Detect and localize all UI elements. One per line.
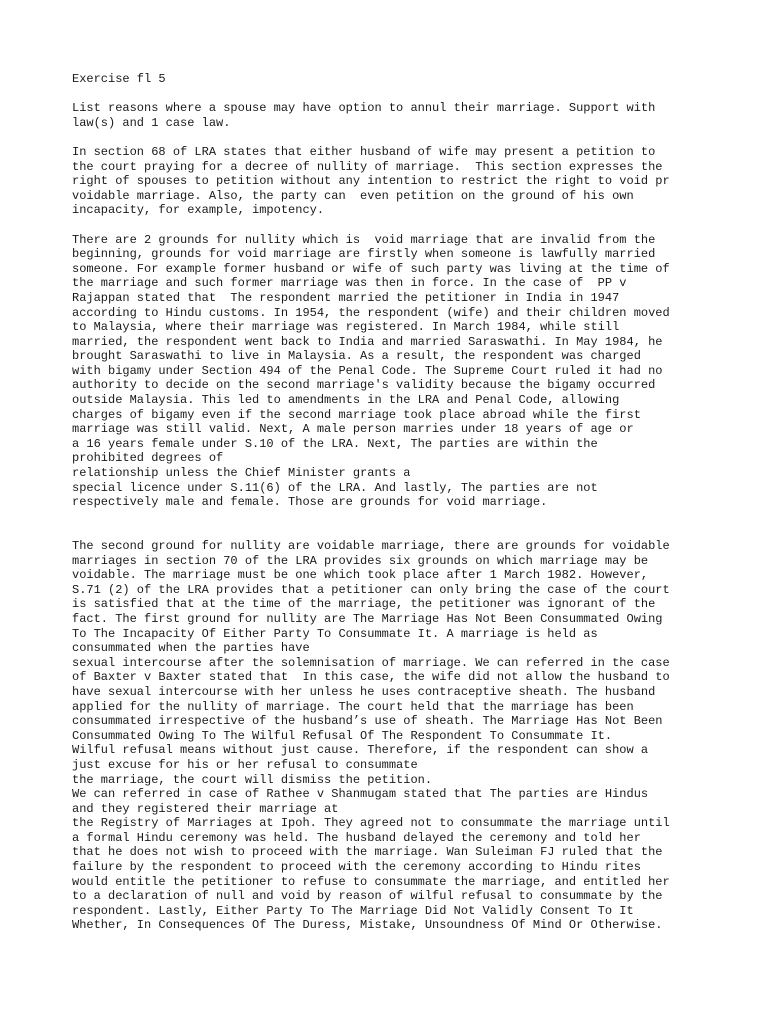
text-line: respondent. Lastly, Either Party To The Marriage Did Not Validly Consent To It <box>72 903 634 918</box>
text-line: law(s) and 1 case law. <box>72 115 231 130</box>
text-line: sexual intercourse after the solemnisation of marriage. We can referred in the case <box>72 655 670 670</box>
question-paragraph <box>72 101 712 130</box>
text-line: special licence under S.11(6) of the LRA. And lastly, The parties are not <box>72 480 598 495</box>
text-line: authority to decide on the second marriage's validity because the bigamy occurred <box>72 378 656 393</box>
text-line: would entitle the petitioner to refuse to consummate the marriage, and entitled her <box>72 874 670 889</box>
spacer <box>72 130 712 145</box>
paragraph-void-marriage <box>72 233 712 510</box>
text-line: prohibited degrees of <box>72 451 224 466</box>
text-line: that he does not wish to proceed with the marriage. Wan Suleiman FJ ruled that the <box>72 845 663 860</box>
text-line: consummated when the parties have <box>72 641 310 656</box>
text-line: Consummated Owing To The Wilful Refusal Of The Respondent To Consummate It. <box>72 728 613 743</box>
spacer <box>72 510 712 539</box>
document-page <box>72 72 712 933</box>
text-line: failure by the respondent to proceed with the ceremony according to Hindu rites <box>72 860 641 875</box>
text-line: Wilful refusal means without just cause. Therefore, if the respondent can show a <box>72 743 649 758</box>
text-line: There are 2 grounds for nullity which is void marriage that are invalid from the <box>72 232 656 247</box>
document-heading: Exercise fl 5 <box>72 72 166 86</box>
text-line: List reasons where a spouse may have option to annul their marriage. Support with <box>72 101 656 116</box>
text-line: consummated irrespective of the husband’s use of sheath. The Marriage Has Not Been <box>72 714 663 729</box>
text-line: just excuse for his or her refusal to consummate <box>72 757 418 772</box>
text-line: married, the respondent went back to India and married Saraswathi. In May 1984, he <box>72 334 663 349</box>
text-line: someone. For example former husband or wife of such party was living at the time of <box>72 261 670 276</box>
text-line: with bigamy under Section 494 of the Penal Code. The Supreme Court ruled it had no <box>72 363 663 378</box>
text-line: To The Incapacity Of Either Party To Consummate It. A marriage is held as <box>72 626 598 641</box>
text-line: the marriage and such former marriage was then in force. In the case of PP v <box>72 276 627 291</box>
text-line: Whether, In Consequences Of The Duress, Mistake, Unsoundness Of Mind Or Otherwise. <box>72 918 663 933</box>
text-line: charges of bigamy even if the second marriage took place abroad while the first <box>72 407 641 422</box>
paragraph-voidable-marriage <box>72 539 712 933</box>
text-line: the court praying for a decree of nullity of marriage. This section expresses the <box>72 159 663 174</box>
spacer <box>72 218 712 233</box>
text-line: the Registry of Marriages at Ipoh. They agreed not to consummate the marriage until <box>72 816 670 831</box>
text-line: a 16 years female under S.10 of the LRA. Next, The parties are within the <box>72 436 598 451</box>
text-line: voidable marriage. Also, the party can even petition on the ground of his own <box>72 188 634 203</box>
text-line: fact. The first ground for nullity are The Marriage Has Not Been Consummated Owing <box>72 611 663 626</box>
paragraph-section-68 <box>72 145 712 218</box>
text-line: marriages in section 70 of the LRA provides six grounds on which marriage may be <box>72 553 649 568</box>
text-line: is satisfied that at the time of the marriage, the petitioner was ignorant of the <box>72 597 656 612</box>
text-line: incapacity, for example, impotency. <box>72 203 325 218</box>
text-line: brought Saraswathi to live in Malaysia. As a result, the respondent was charged <box>72 349 641 364</box>
text-line: relationship unless the Chief Minister grants a <box>72 466 411 481</box>
text-line: marriage was still valid. Next, A male person marries under 18 years of age or <box>72 422 634 437</box>
text-line: Rajappan stated that The respondent married the petitioner in India in 1947 <box>72 290 620 305</box>
text-line: according to Hindu customs. In 1954, the respondent (wife) and their children moved <box>72 305 670 320</box>
text-line: right of spouses to petition without any intention to restrict the right to void pr <box>72 174 670 189</box>
text-line: have sexual intercourse with her unless he uses contraceptive sheath. The husband <box>72 684 656 699</box>
text-line: S.71 (2) of the LRA provides that a petitioner can only bring the case of the court <box>72 582 670 597</box>
text-line: and they registered their marriage at <box>72 801 339 816</box>
spacer <box>72 87 712 102</box>
text-line: to Malaysia, where their marriage was registered. In March 1984, while still <box>72 320 620 335</box>
text-line: to a declaration of null and void by reason of wilful refusal to consummate by the <box>72 889 663 904</box>
text-line: a formal Hindu ceremony was held. The husband delayed the ceremony and told her <box>72 830 641 845</box>
text-line: In section 68 of LRA states that either husband of wife may present a petition to <box>72 144 656 159</box>
text-line: the marriage, the court will dismiss the petition. <box>72 772 433 787</box>
text-line: The second ground for nullity are voidable marriage, there are grounds for voidable <box>72 539 670 553</box>
text-line: We can referred in case of Rathee v Shanmugam stated that The parties are Hindus <box>72 787 649 802</box>
text-line: outside Malaysia. This led to amendments in the LRA and Penal Code, allowing <box>72 393 620 408</box>
text-line: voidable. The marriage must be one which took place after 1 March 1982. However, <box>72 568 649 583</box>
text-line: of Baxter v Baxter stated that In this case, the wife did not allow the husband to <box>72 670 670 685</box>
text-line: respectively male and female. Those are grounds for void marriage. <box>72 495 548 510</box>
text-line: applied for the nullity of marriage. The court held that the marriage has been <box>72 699 634 714</box>
text-line: beginning, grounds for void marriage are firstly when someone is lawfully married <box>72 247 656 262</box>
